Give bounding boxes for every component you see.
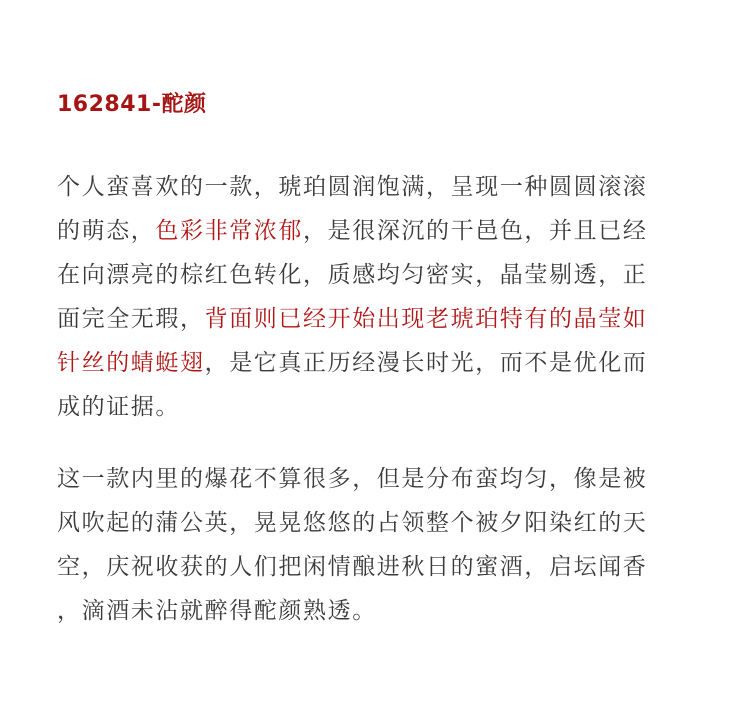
text-line (57, 209, 717, 253)
body-text: 面完全无瑕， (57, 306, 205, 332)
body-text: ，滴酒未沾就醉得酡颜熟透。 (57, 598, 377, 624)
text-line (57, 297, 717, 341)
text-line (57, 457, 717, 501)
body-text: 空，庆祝收获的人们把闲情酿进秋日的蜜酒，启坛闻香 (57, 554, 648, 580)
text-line (57, 545, 717, 589)
highlighted-text: 色彩非常浓郁 (155, 218, 304, 244)
text-line (57, 589, 717, 633)
text-line (57, 385, 717, 429)
description-paragraph-1 (57, 165, 717, 429)
description-paragraph-2 (57, 457, 717, 633)
highlighted-text: 背面则已经开始出现老琥珀特有的晶莹如 (204, 306, 648, 332)
body-text: 成的证据。 (57, 394, 180, 420)
text-line (57, 165, 717, 209)
body-text: 的萌态， (57, 218, 156, 244)
text-line (57, 341, 717, 385)
body-text: 风吹起的蒲公英，晃晃悠悠的占领整个被夕阳染红的天 (57, 510, 648, 536)
body-text: 个人蛮喜欢的一款，琥珀圆润饱满，呈现一种圆圆滚滚 (57, 174, 648, 200)
text-line (57, 501, 717, 545)
page-title: 162841-酡颜 (57, 92, 207, 117)
body-text: 在向漂亮的棕红色转化，质感均匀密实，晶莹剔透，正 (57, 262, 648, 288)
highlighted-text: 针丝的蜻蜓翅 (57, 350, 205, 376)
body-text: ，是它真正历经漫长时光，而不是优化而 (204, 350, 648, 376)
text-line (57, 253, 717, 297)
body-text: ，是很深沉的干邑色，并且已经 (303, 218, 648, 244)
body-text: 这一款内里的爆花不算很多，但是分布蛮均匀，像是被 (57, 466, 648, 492)
